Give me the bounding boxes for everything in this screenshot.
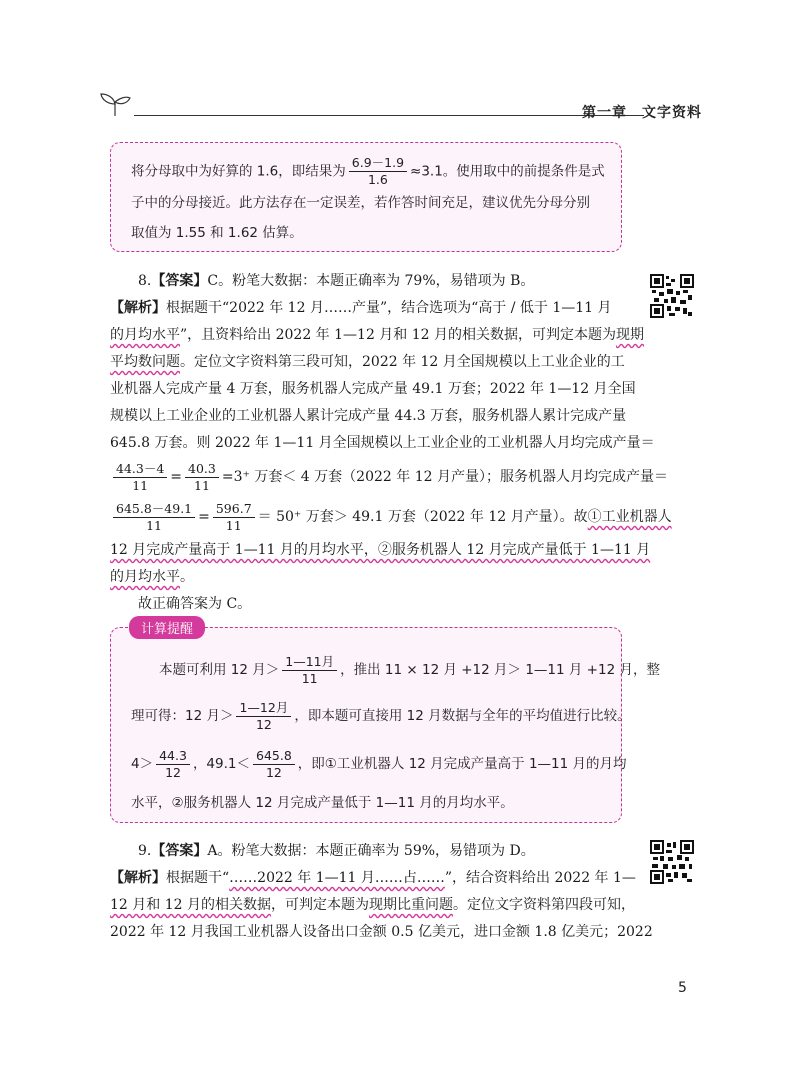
tip-text: ，49.1＜	[192, 756, 250, 772]
question-8	[110, 268, 672, 618]
analysis-tag: 【解析】	[110, 870, 166, 886]
tip-line: 水平，②服务机器人 12 月完成产量低于 1—11 月的月均水平。	[131, 795, 514, 811]
fraction-denominator: 11	[194, 477, 210, 493]
tip-text: ≈3.1。使用取中的前提条件是式	[410, 163, 605, 180]
analysis-text: 。定位文字资料第三段可知，2022 年 12 月全国规模以上工业企业的工	[180, 354, 625, 370]
fraction	[185, 461, 219, 494]
analysis-line	[110, 349, 624, 376]
tip-text: 本题可利用 12 月＞	[159, 662, 280, 678]
fraction-denominator: 1.6	[367, 172, 388, 187]
page-header	[98, 90, 702, 130]
analysis-text: =3⁺ 万套＜ 4 万套（2022 年 12 月产量）；服务机器人月均完成产量＝	[221, 469, 668, 485]
answer-tag: 【答案】	[151, 273, 208, 289]
analysis-line	[110, 892, 635, 919]
fraction-denominator: 11	[146, 517, 163, 533]
tip-text: 将分母取中为好算的 1.6，即结果为	[131, 163, 346, 180]
fraction	[349, 155, 407, 188]
fraction-numerator: 596.7	[213, 501, 255, 518]
analysis-line: $\frac{44.3-4}{11}$ = $\frac{40.3}{11}$ =3⁺ 万套＜ 4 万套（2022 年 12 月产量）；服务机器人月均完成产量＝	[110, 457, 624, 497]
fraction-numerator: 40.3	[185, 461, 219, 478]
tip-text: 理可得：12 月＞	[131, 708, 234, 724]
analysis-line	[110, 322, 645, 349]
tip-line	[131, 155, 605, 188]
answer-tag: 【答案】	[151, 843, 208, 859]
fraction	[213, 501, 255, 534]
highlighted-text: 12 月和 12 月的相关数据	[110, 897, 271, 913]
tip-box-calculation	[110, 622, 660, 823]
fraction-denominator: 11	[301, 670, 318, 686]
answer-text: C。粉笔大数据：本题正确率为 79%，易错项为 B。	[207, 273, 535, 289]
question-9	[110, 838, 653, 946]
highlighted-text: 的月均水平	[110, 569, 180, 585]
fraction-numerator: 645.8－49.1	[113, 501, 195, 518]
analysis-text: 。定位文字资料第四段可知，	[452, 897, 635, 913]
qr-code-icon[interactable]	[650, 840, 694, 884]
highlighted-text: 现期	[616, 327, 645, 343]
sprout-icon	[98, 90, 132, 120]
fraction-denominator: 11	[132, 477, 149, 493]
analysis-text: 根据题干“2022 年 12 月……产量”，结合选项为“高于 / 低于 1—11 月	[166, 300, 612, 316]
fraction-denominator: 12	[165, 764, 181, 780]
question-number: 9.	[138, 843, 152, 859]
fraction-numerator: 44.3－4	[113, 461, 167, 478]
fraction-numerator: 645.8	[253, 748, 295, 765]
answer-line	[110, 838, 624, 865]
analysis-line: 规模以上工业企业的工业机器人累计完成产量 44.3 万套，服务机器人累计完成产量	[110, 408, 627, 424]
analysis-text: 。	[180, 569, 194, 585]
analysis-text: ”，结合资料给出 2022 年 1—	[444, 870, 636, 886]
fraction	[113, 461, 167, 494]
tip-line	[131, 648, 660, 692]
fraction	[253, 748, 295, 781]
analysis-line	[110, 865, 636, 892]
header-rule	[134, 115, 644, 116]
analysis-line: $\frac{645.8-49.1}{11}$ = $\frac{596.7}{11}$ ＝ 50⁺ 万套＞ 49.1 万套（2022 年 12 月产量）。故①工业机器人	[110, 497, 624, 537]
analysis-line: 645.8 万套。则 2022 年 1—11 月全国规模以上工业企业的工业机器人月均完成产量＝	[110, 435, 655, 451]
tip-text: 4＞	[131, 756, 154, 772]
tip-line: 取值为 1.55 和 1.62 估算。	[131, 225, 303, 241]
page-number: 5	[678, 980, 687, 996]
fraction	[156, 748, 190, 781]
analysis-text: 根据题干“	[166, 870, 230, 886]
highlighted-text: 平均数问题	[110, 354, 180, 370]
fraction-numerator: 44.3	[156, 748, 190, 765]
analysis-line: 2022 年 12 月我国工业机器人设备出口金额 0.5 亿美元，进口金额 1.8 亿美元；2022	[110, 924, 653, 940]
fraction-denominator: 11	[225, 517, 242, 533]
analysis-line	[110, 564, 624, 591]
highlighted-text: 的月均水平	[110, 327, 180, 343]
tip-badge: 计算提醒	[129, 616, 205, 639]
fraction-numerator: 1—12月	[236, 700, 291, 717]
tip-text: ，即①工业机器人 12 月完成产量高于 1—11 月的月均	[297, 756, 627, 772]
fraction-denominator: 12	[265, 764, 282, 780]
qr-code-icon[interactable]	[650, 274, 694, 318]
answer-line	[110, 268, 624, 295]
question-number: 8.	[138, 273, 152, 289]
analysis-tag: 【解析】	[110, 300, 166, 316]
fraction-numerator: 6.9－1.9	[349, 155, 407, 172]
answer-text: A。粉笔大数据：本题正确率为 59%，易错项为 D。	[207, 843, 535, 859]
highlighted-text: ①工业机器人	[587, 509, 672, 525]
fraction	[282, 654, 337, 687]
analysis-line	[110, 295, 624, 322]
fraction-denominator: 12	[255, 716, 272, 732]
tip-text: ，即本题可直接用 12 月数据与全年的平均值进行比较。	[294, 708, 631, 724]
chapter-title: 第一章 文字资料	[582, 105, 702, 121]
highlighted-text: 12 月完成产量高于 1—11 月的月均水平，②服务机器人 12 月完成产量低于 1—11 月	[110, 542, 651, 558]
analysis-text: ”，且资料给出 2022 年 1—12 月和 12 月的相关数据，可判定本题为	[180, 327, 617, 343]
conclusion-line: 故正确答案为 C。	[138, 596, 252, 612]
highlighted-text: ……2022 年 1—11 月……占……	[229, 870, 445, 886]
analysis-line	[110, 537, 651, 564]
tip-line	[131, 740, 627, 788]
highlighted-text: 现期比重问题	[368, 897, 453, 913]
tip-line: 子中的分母接近。此方法存在一定误差，若作答时间充足，建议优先分母分别	[131, 195, 590, 211]
fraction	[236, 700, 291, 733]
analysis-text: ，可判定本题为	[270, 897, 369, 913]
tip-box-method	[110, 142, 622, 252]
tip-line	[131, 692, 631, 740]
analysis-text: ＝ 50⁺ 万套＞ 49.1 万套（2022 年 12 月产量）。故	[257, 509, 588, 525]
tip-text: ，推出 11 × 12 月 +12 月＞ 1—11 月 +12 月，整	[340, 662, 660, 678]
fraction	[113, 501, 195, 534]
analysis-line: 业机器人完成产量 4 万套，服务机器人完成产量 49.1 万套；2022 年 1—12 月全国	[110, 381, 636, 397]
fraction-numerator: 1—11月	[282, 654, 337, 671]
